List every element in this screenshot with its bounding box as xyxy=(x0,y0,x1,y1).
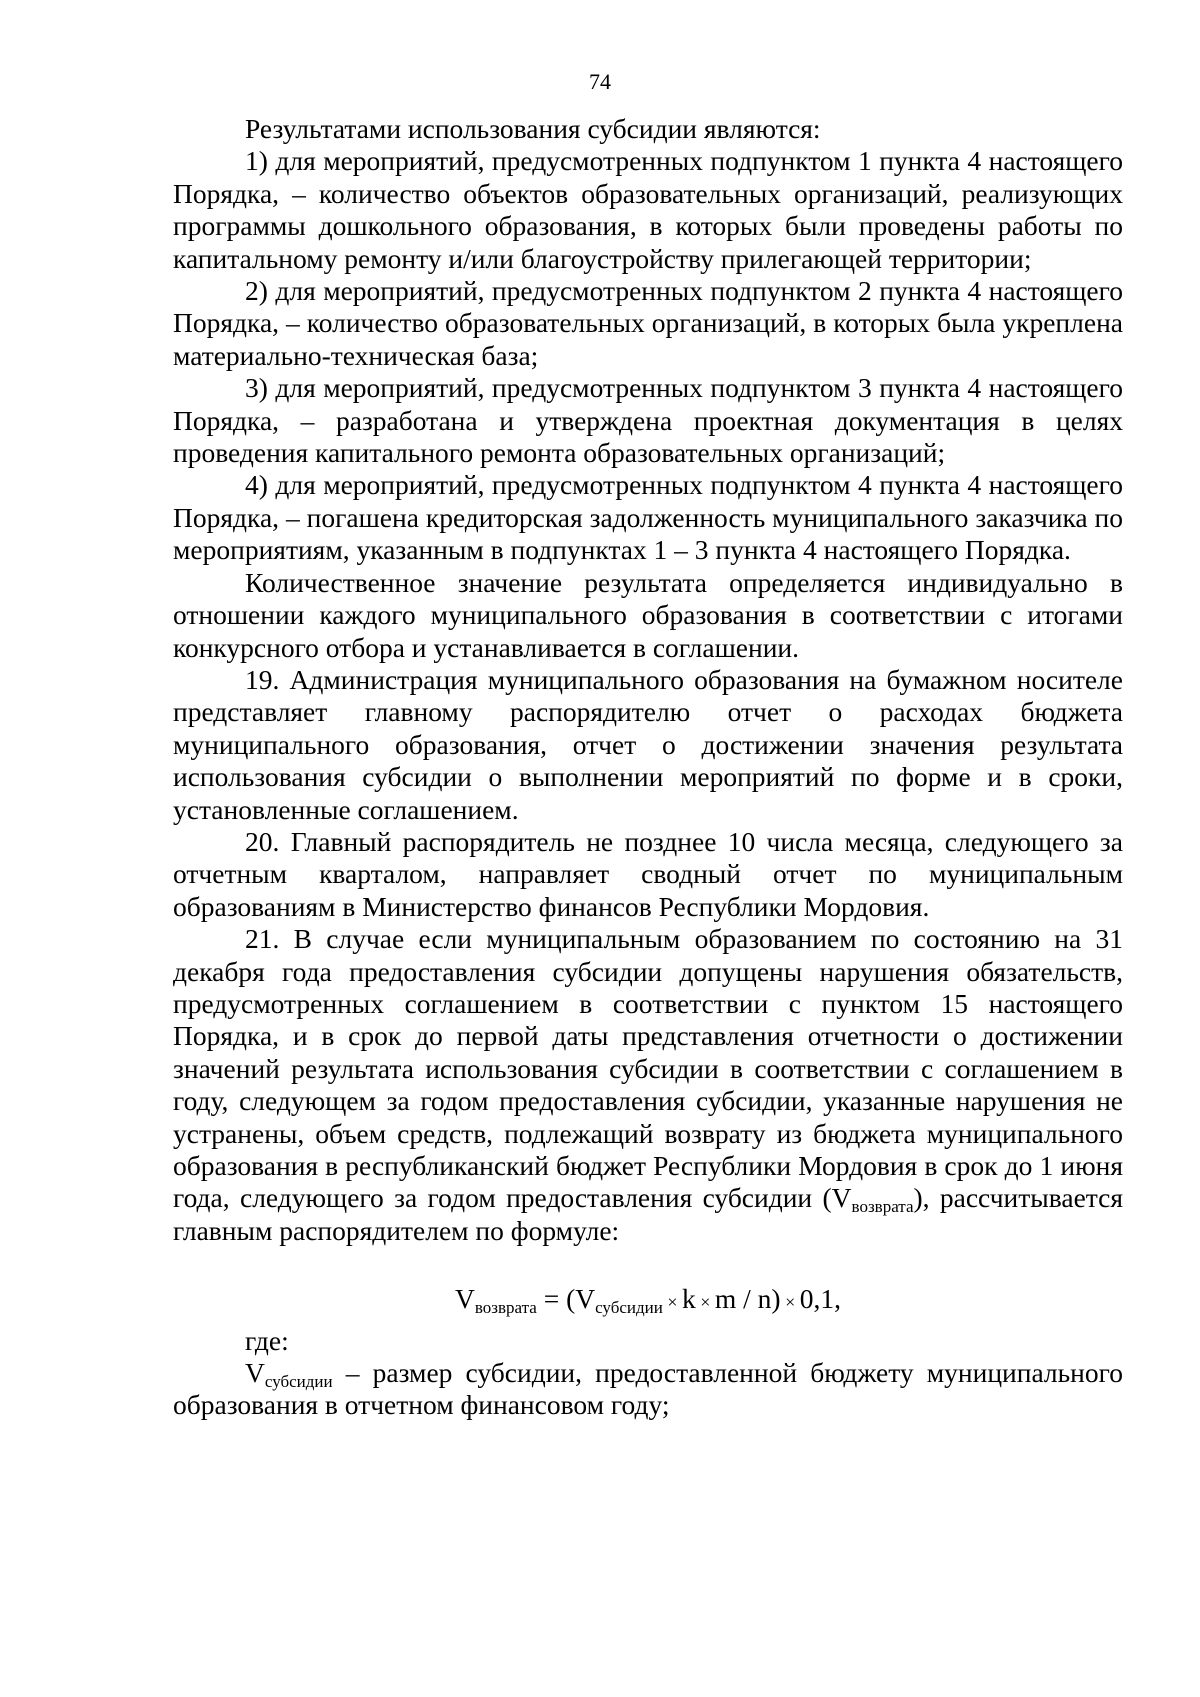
paragraph-21-text: 21. В случае если муниципальным образованием по состоянию на 31 декабря года предоставления субсидии допущены нарушения обязательств, предусмотренных соглашением в соответствии с пунктом 15 настоящего Порядка, и в срок до первой даты представления отчетности о достижении значений результата использования субсидии в соответствии с соглашением в году, следующем за годом предоставления субсидии, указанные нарушения не устранены, объем средств, подлежащий возврату из бюджета муниципального образования в республиканский бюджет Республики Мордовия в срок до 1 июня года, следующего за годом предоставления субсидии ( xyxy=(173,923,1123,1214)
paragraph-21 xyxy=(173,923,1123,1247)
document-body xyxy=(173,113,1123,1422)
formula-lhs-var: V xyxy=(454,1283,475,1315)
paragraph-item-3: 3) для мероприятий, предусмотренных подпунктом 3 пункта 4 настоящего Порядка, – разработана и утверждена проектная документация в целях проведения капитального ремонта образовательных организаций; xyxy=(173,372,1123,469)
formula-m-over-n: m / n) xyxy=(714,1283,781,1315)
formula-subsidy-subscript: субсидии xyxy=(595,1298,663,1318)
definition-subscript: субсидии xyxy=(264,1372,333,1392)
return-formula xyxy=(173,1247,1123,1324)
page-number: 74 xyxy=(589,69,611,94)
definition-var: V xyxy=(245,1357,265,1389)
paragraph-quantitative-value: Количественное значение результата определяется индивидуально в отношении каждого муниципального образования в соответствии с итогами конкурсного отбора и устанавливается в соглашении. xyxy=(173,566,1123,663)
definition-text: – размер субсидии, предоставленной бюджету муниципального образования в отчетном финансовом году; xyxy=(173,1357,1123,1421)
return-volume-subscript: возврата xyxy=(851,1197,914,1217)
formula-eq-open: = ( xyxy=(536,1283,576,1315)
formula-subsidy-var: V xyxy=(575,1283,596,1315)
return-volume-variable: V xyxy=(831,1182,852,1214)
formula-lhs-subscript: возврата xyxy=(474,1298,537,1318)
formula-constant: 0,1, xyxy=(799,1283,842,1315)
paragraph-item-1: 1) для мероприятий, предусмотренных подпунктом 1 пункта 4 настоящего Порядка, – количество объектов образовательных организаций, реализующих программы дошкольного образования, в которых были проведены работы по капитальному ремонту и/или благоустройству прилегающей территории; xyxy=(173,145,1123,274)
paragraph-item-4: 4) для мероприятий, предусмотренных подпунктом 4 пункта 4 настоящего Порядка, – погашена кредиторская задолженность муниципального заказчика по мероприятиям, указанным в подпунктах 1 – 3 пункта 4 настоящего Порядка. xyxy=(173,469,1123,566)
paragraph-20: 20. Главный распорядитель не позднее 10 числа месяца, следующего за отчетным кварталом, направляет сводный отчет по муниципальным образованиям в Министерство финансов Республики Мордовия. xyxy=(173,825,1123,922)
formula-times-1: × xyxy=(662,1292,682,1313)
paragraph-21-text-end: ), рассчитывается главным распорядителем по формуле: xyxy=(173,1182,1123,1246)
paragraph-item-2: 2) для мероприятий, предусмотренных подпунктом 2 пункта 4 настоящего Порядка, – количество образовательных организаций, в которых была укреплена материально-техническая база; xyxy=(173,275,1123,371)
definition-subsidy xyxy=(173,1357,1123,1422)
formula-times-2: × xyxy=(695,1292,715,1313)
paragraph-results-intro: Результатами использования субсидии являются: xyxy=(245,113,821,144)
where-label: где: xyxy=(245,1324,289,1356)
formula-times-3: × xyxy=(780,1292,800,1313)
formula-k: k xyxy=(682,1283,696,1315)
paragraph-19: 19. Администрация муниципального образования на бумажном носителе представляет главному распорядителю отчет о расходах бюджета муниципального образования, отчет о достижении значения результата использования субсидии о выполнении мероприятий по форме и в сроки, установленные соглашением. xyxy=(173,663,1123,825)
